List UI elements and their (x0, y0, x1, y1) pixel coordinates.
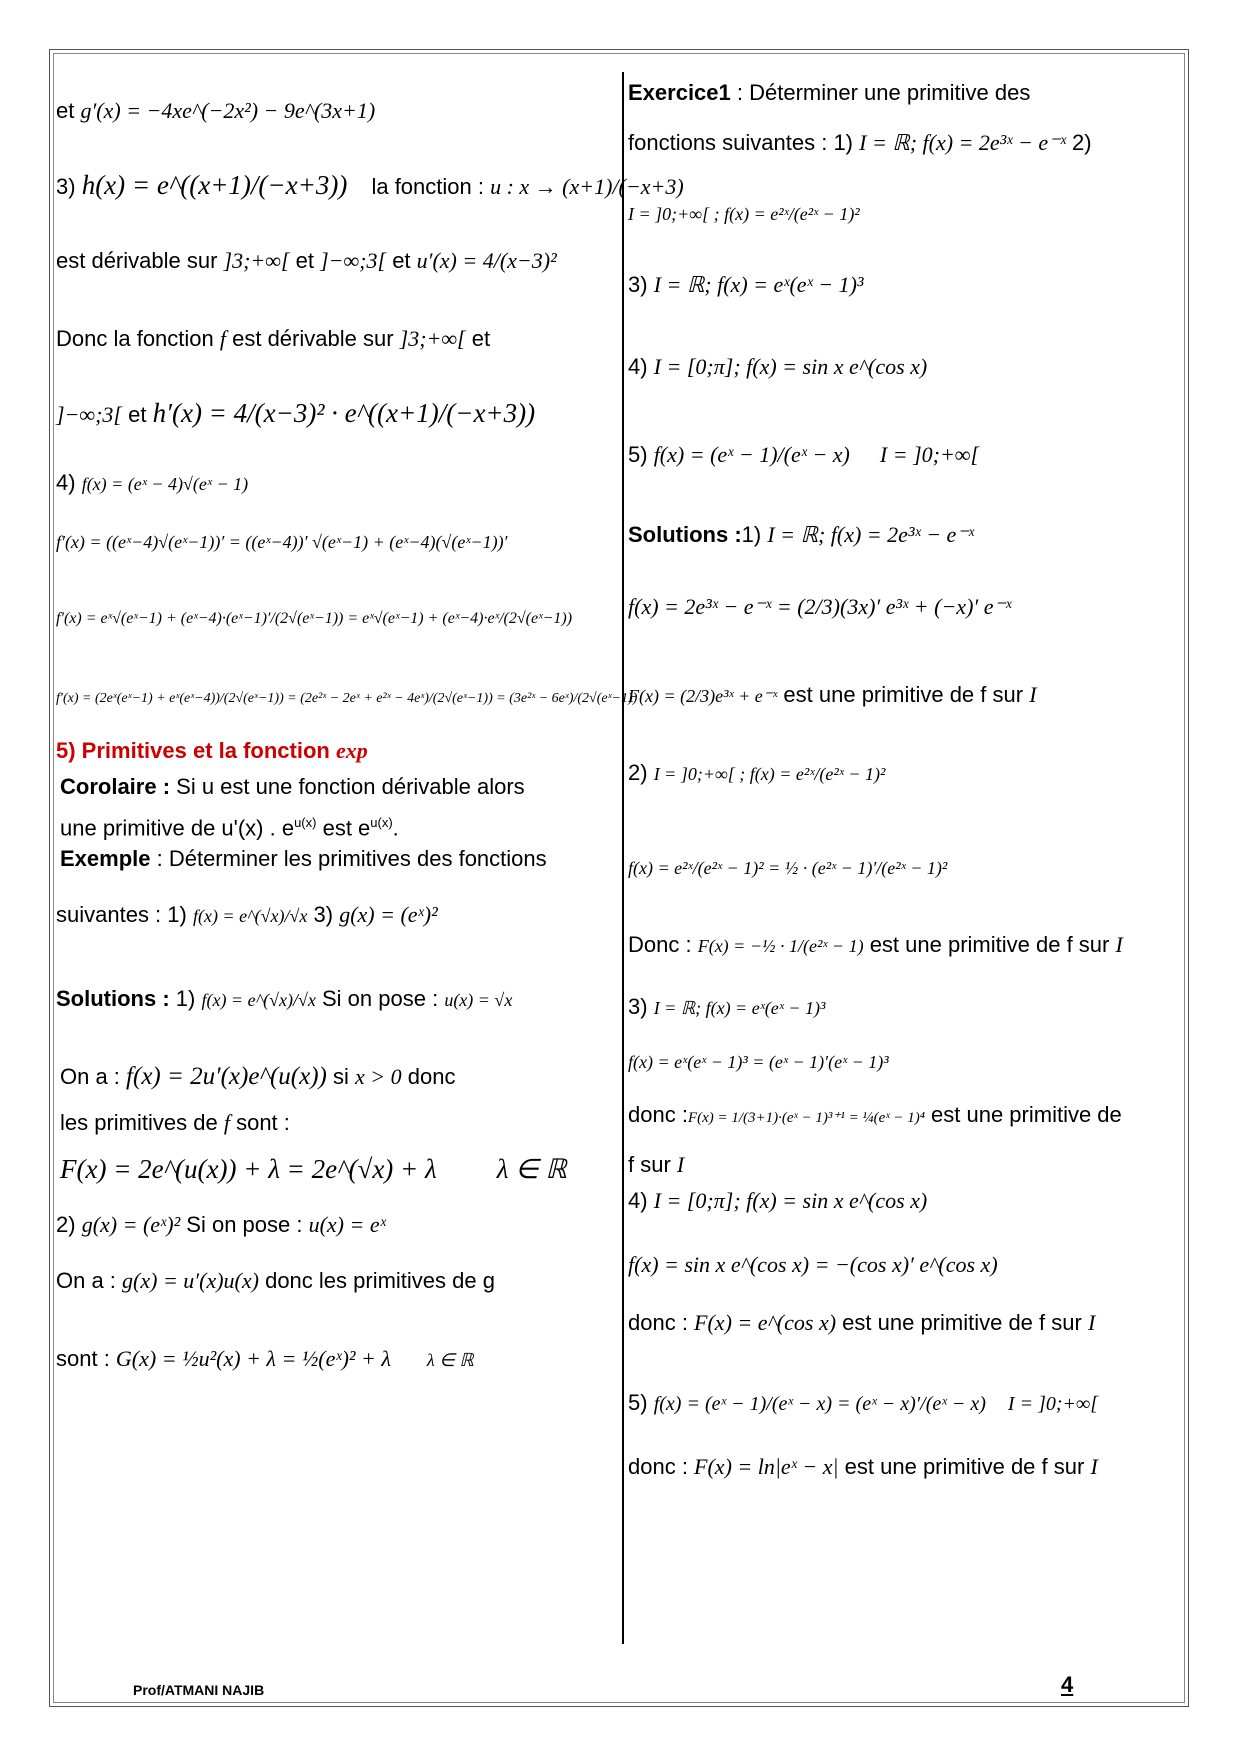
corolaire-line: Corolaire : Si u est une fonction dérivable alors (60, 774, 525, 799)
sont-line: sont : G(x) = ½u²(x) + λ = ½(eˣ)² + λ λ ∈ ℝ (56, 1346, 474, 1371)
suivantes-line: suivantes : 1) f(x) = e^(√x)/√x 3) g(x) = (eˣ)² (56, 902, 438, 927)
F-line: F(x) = 2e^(u(x)) + λ = 2e^(√x) + λ λ ∈ ℝ (60, 1154, 567, 1184)
g-prime-line: et g′(x) = −4xe^(−2x²) − 9e^(3x+1) (56, 98, 376, 123)
g-item-line: 2) g(x) = (eˣ)² Si on pose : u(x) = eˣ (56, 1212, 386, 1237)
s2-calc-line: f(x) = e²ˣ/(e²ˣ − 1)² = ½ · (e²ˣ − 1)′/(e²ˣ − 1)² (628, 858, 948, 878)
sol2-line: 2) I = ]0;+∞[ ; f(x) = e²ˣ/(e²ˣ − 1)² (628, 760, 886, 785)
sol4-line: 4) I = [0;π]; f(x) = sin x e^(cos x) (628, 1188, 928, 1213)
derivative-line-2: f′(x) = eˣ√(eˣ−1) + (eˣ−4)·(eˣ−1)′/(2√(eˣ−1)) = eˣ√(eˣ−1) + (eˣ−4)·eˣ/(2√(eˣ−1)) (56, 610, 573, 627)
exemple-line: Exemple : Déterminer les primitives des fonctions (60, 846, 547, 871)
section-title: 5) Primitives et la fonction exp (56, 738, 368, 763)
fonctions-line: fonctions suivantes : 1) I = ℝ; f(x) = 2e³ˣ − e⁻ˣ 2) (628, 130, 1092, 155)
h-formula: h(x) = e^((x+1)/(−x+3)) (81, 170, 348, 200)
g-example-formula: g(x) = (eˣ)² (339, 902, 438, 927)
h-prime-formula: h′(x) = 4/(x−3)² · e^((x+1)/(−x+3)) (152, 398, 536, 428)
s4-calc-line: f(x) = sin x e^(cos x) = −(cos x)′ e^(cos x) (628, 1252, 998, 1277)
u-deriv-line: est dérivable sur ]3;+∞[ et ]−∞;3[ et u′(x) = 4/(x−3)² (56, 248, 557, 273)
s1-calc-line: f(x) = 2e³ˣ − e⁻ˣ = (2/3)(3x)′ e³ˣ + (−x)′ e⁻ˣ (628, 594, 1012, 619)
solutions-line: Solutions : 1) f(x) = e^(√x)/√x Si on pose : u(x) = √x (56, 986, 513, 1011)
column-divider (622, 72, 624, 1644)
page-number: 4 (1061, 1672, 1074, 1697)
s3-F-line: donc :F(x) = 1/(3+1)·(eˣ − 1)³⁺¹ = ¼(eˣ − 1)⁴ est une primitive de (628, 1102, 1122, 1127)
G-formula: G(x) = ½u²(x) + λ = ½(eˣ)² + λ (115, 1346, 391, 1371)
on-a-line: On a : f(x) = 2u′(x)e^(u(x)) si x > 0 donc (60, 1063, 456, 1090)
derivative-line-3: f′(x) = (2eˣ(eˣ−1) + eˣ(eˣ−4))/(2√(eˣ−1)) = (2e²ˣ − 2eˣ + e²ˣ − 4eˣ)/(2√(eˣ−1)) = (3e²ˣ − 6eˣ)/(2√(eˣ−1)) (56, 691, 638, 706)
q5-line: 5) f(x) = (eˣ − 1)/(eˣ − x) I = ]0;+∞[ (628, 442, 980, 467)
q2-line: I = ]0;+∞[ ; f(x) = e²ˣ/(e²ˣ − 1)² (628, 204, 860, 224)
q4-line: 4) I = [0;π]; f(x) = sin x e^(cos x) (628, 354, 928, 379)
corolaire-line-2: une primitive de u'(x) . $e^{u(x)}$ est $e^{u(x)}$. (60, 815, 399, 841)
g-prime-formula: g′(x) = −4xe^(−2x²) − 9e^(3x+1) (80, 98, 376, 123)
h-prime-line: ]−∞;3[ et h′(x) = 4/(x−3)² · e^((x+1)/(−x+3)) (56, 398, 536, 428)
item4-line: 4) f(x) = (eˣ − 4)√(eˣ − 1) (56, 470, 249, 495)
solutions-line-right: Solutions :1) I = ℝ; f(x) = 2e³ˣ − e⁻ˣ (628, 522, 975, 547)
exp-label: exp (335, 738, 368, 763)
F-formula: F(x) = 2e^(u(x)) + λ = 2e^(√x) + λ (60, 1154, 437, 1184)
donc-line: Donc la fonction f est dérivable sur ]3;+∞[ et (56, 326, 491, 351)
h-item-line: 3) h(x) = e^((x+1)/(−x+3)) la fonction : u : x → (x+1)/(−x+3) (56, 170, 684, 200)
f-example-formula: f(x) = e^(√x)/√x (192, 906, 308, 926)
derivative-line-1: f′(x) = ((eˣ−4)√(eˣ−1))′ = ((eˣ−4))′ √(eˣ−1) + (eˣ−4)(√(eˣ−1))′ (56, 532, 508, 552)
footer-author: Prof/ATMANI NAJIB (133, 1682, 265, 1698)
q3-line: 3) I = ℝ; f(x) = eˣ(eˣ − 1)³ (628, 272, 864, 297)
s2-F-line: Donc : F(x) = −½ · 1/(e²ˣ − 1) est une primitive de f sur I (628, 932, 1123, 957)
s5-F-line: donc : F(x) = ln|eˣ − x| est une primitive de f sur I (628, 1454, 1098, 1479)
sol5-line: 5) f(x) = (eˣ − 1)/(eˣ − x) = (eˣ − x)′/(eˣ − x) I = ]0;+∞[ (628, 1390, 1099, 1415)
on-a-2-line: On a : g(x) = u′(x)u(x) donc les primitives de g (56, 1268, 495, 1293)
f4-formula: f(x) = (eˣ − 4)√(eˣ − 1) (81, 474, 249, 494)
s1-F-line: F(x) = (2/3)e³ˣ + e⁻ˣ est une primitive de f sur I (628, 682, 1037, 707)
les-primitives-line: les primitives de f sont : (60, 1110, 290, 1135)
u-map-formula: u : x → (x+1)/(−x+3) (490, 174, 684, 199)
exercise-title-line: Exercice1 : Déterminer une primitive des (628, 80, 1031, 105)
sol3-line: 3) I = ℝ; f(x) = eˣ(eˣ − 1)³ (628, 994, 826, 1019)
s3-sur-line: f sur I (628, 1152, 685, 1177)
s3-calc-line: f(x) = eˣ(eˣ − 1)³ = (eˣ − 1)′(eˣ − 1)³ (628, 1052, 889, 1072)
u-prime-formula: u′(x) = 4/(x−3)² (416, 248, 557, 273)
s4-F-line: donc : F(x) = e^(cos x) est une primitive de f sur I (628, 1310, 1096, 1335)
